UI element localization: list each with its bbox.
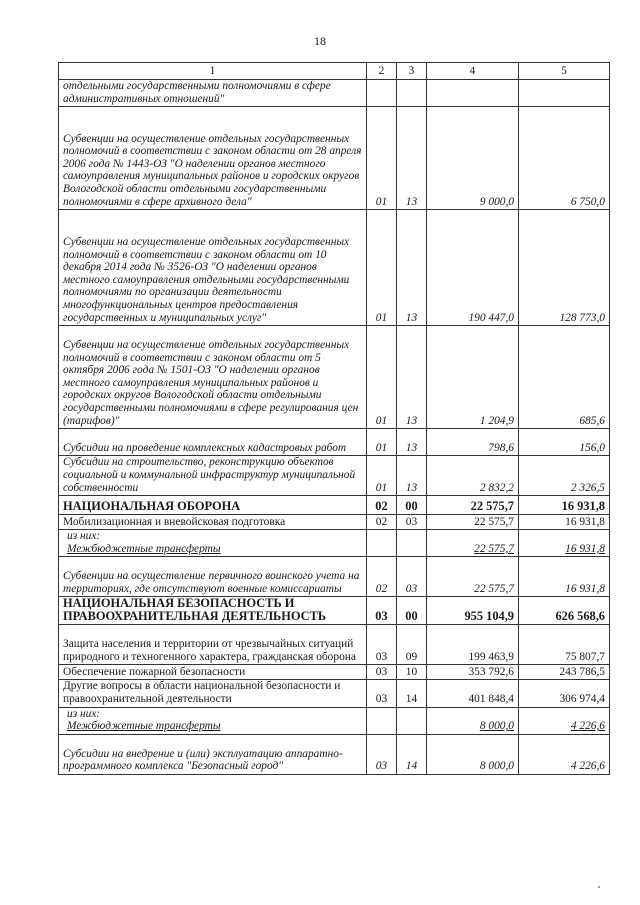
row-value-col5: 16 931,8 — [519, 557, 610, 597]
row-section-code: 02 — [367, 557, 397, 597]
row-value-col5: 128 773,0 — [519, 210, 610, 326]
row-subsection-code: 09 — [397, 625, 427, 665]
row-value-col4: 199 463,9 — [427, 625, 519, 665]
header-col-1: 1 — [59, 63, 367, 80]
row-value-col4: 9 000,0 — [427, 107, 519, 210]
row-value-col4: 22 575,7 — [427, 530, 519, 557]
row-name: отдельными государственными полномочиями в сфере административных отношений" — [59, 80, 367, 107]
row-section-code: 02 — [367, 496, 397, 515]
row-value-col4: 190 447,0 — [427, 210, 519, 326]
row-name: Субвенции на осуществление отдельных государственных полномочий в соответствии с законом области от 10 декабря 2014 года № 3526-ОЗ "О наделении органов местного самоуправления отдельными государственными полномочиями по организации деятельности многофункциональных центров предоставления государственных и муниципальных услуг" — [59, 210, 367, 326]
row-subsection-code: 14 — [397, 734, 427, 774]
row-subsection-code — [397, 707, 427, 734]
table-row — [59, 496, 610, 515]
row-section-code: 01 — [367, 107, 397, 210]
table-row — [59, 665, 610, 680]
table-row — [59, 107, 610, 210]
row-section-code: 03 — [367, 597, 397, 625]
header-col-3: 3 — [397, 63, 427, 80]
row-name: Защита населения и территории от чрезвычайных ситуаций природного и техногенного характера, гражданская оборона — [59, 625, 367, 665]
row-value-col5: 626 568,6 — [519, 597, 610, 625]
row-value-col4: 22 575,7 — [427, 515, 519, 530]
row-value-col4: 2 832,2 — [427, 456, 519, 496]
row-name: Мобилизационная и вневойсковая подготовка — [59, 515, 367, 530]
row-value-col4: 401 848,4 — [427, 680, 519, 707]
scan-speck — [598, 886, 600, 888]
row-value-col5: 4 226,6 — [519, 734, 610, 774]
row-name: из них: Межбюджетные трансферты — [59, 530, 367, 557]
row-subsection-code — [397, 80, 427, 107]
row-section-code — [367, 80, 397, 107]
row-name: НАЦИОНАЛЬНАЯ ОБОРОНА — [59, 496, 367, 515]
row-value-col4: 1 204,9 — [427, 326, 519, 429]
row-subsection-code: 00 — [397, 496, 427, 515]
row-value-col5: 4 226,6 — [519, 707, 610, 734]
row-section-code: 01 — [367, 326, 397, 429]
table-row — [59, 80, 610, 107]
row-value-col4: 798,6 — [427, 429, 519, 456]
row-section-code — [367, 530, 397, 557]
row-name: Субсидии на внедрение и (или) эксплуатацию аппаратно-программного комплекса "Безопасный город" — [59, 734, 367, 774]
header-col-4: 4 — [427, 63, 519, 80]
row-section-code: 01 — [367, 429, 397, 456]
row-section-code: 01 — [367, 210, 397, 326]
row-subsection-code: 00 — [397, 597, 427, 625]
table-row — [59, 456, 610, 496]
table-row — [59, 326, 610, 429]
row-value-col4 — [427, 80, 519, 107]
row-subsection-code: 13 — [397, 429, 427, 456]
table-row — [59, 530, 610, 557]
row-name: Обеспечение пожарной безопасности — [59, 665, 367, 680]
row-value-col5: 243 786,5 — [519, 665, 610, 680]
row-value-col5: 156,0 — [519, 429, 610, 456]
row-value-col5: 75 807,7 — [519, 625, 610, 665]
row-value-col5: 685,6 — [519, 326, 610, 429]
row-section-code: 03 — [367, 625, 397, 665]
row-subsection-code: 13 — [397, 326, 427, 429]
table-row — [59, 557, 610, 597]
row-name: Субвенции на осуществление отдельных государственных полномочий в соответствии с законом области от 28 апреля 2006 года № 1443-ОЗ "О наделении органов местного самоуправления муниципальных районов и городских округов Вологодской области отдельными государственными полномочиями в сфере архивного дела" — [59, 107, 367, 210]
row-value-col5: 2 326,5 — [519, 456, 610, 496]
row-value-col4: 22 575,7 — [427, 557, 519, 597]
table-row — [59, 210, 610, 326]
row-name: Субвенции на осуществление первичного воинского учета на территориях, где отсутствуют военные комиссариаты — [59, 557, 367, 597]
row-name: Другие вопросы в области национальной безопасности и правоохранительной деятельности — [59, 680, 367, 707]
row-section-code: 03 — [367, 734, 397, 774]
row-section-code — [367, 707, 397, 734]
table-row — [59, 515, 610, 530]
table-row — [59, 734, 610, 774]
row-subsection-code — [397, 530, 427, 557]
row-name: НАЦИОНАЛЬНАЯ БЕЗОПАСНОСТЬ И ПРАВООХРАНИТЕЛЬНАЯ ДЕЯТЕЛЬНОСТЬ — [59, 597, 367, 625]
row-subsection-code: 14 — [397, 680, 427, 707]
row-subsection-code: 13 — [397, 210, 427, 326]
row-value-col5: 6 750,0 — [519, 107, 610, 210]
row-name: Субвенции на осуществление отдельных государственных полномочий в соответствии с законом области от 5 октября 2006 года № 1501-ОЗ "О наделении органов местного самоуправления муниципальных районов и городских округов Вологодской области отдельными государственными полномочиями в сфере регулирования цен (тарифов)" — [59, 326, 367, 429]
row-value-col5: 306 974,4 — [519, 680, 610, 707]
table-row — [59, 707, 610, 734]
row-name: Субсидии на строительство, реконструкцию объектов социальной и коммунальной инфраструктур муниципальной собственности — [59, 456, 367, 496]
row-subsection-code: 10 — [397, 665, 427, 680]
budget-table — [58, 62, 610, 775]
row-section-code: 01 — [367, 456, 397, 496]
table-header-row — [59, 63, 610, 80]
row-section-code: 03 — [367, 665, 397, 680]
row-subsection-code: 03 — [397, 557, 427, 597]
row-value-col4: 955 104,9 — [427, 597, 519, 625]
row-name: из них: Межбюджетные трансферты — [59, 707, 367, 734]
table-row — [59, 625, 610, 665]
header-col-2: 2 — [367, 63, 397, 80]
table-row — [59, 597, 610, 625]
row-value-col5: 16 931,8 — [519, 530, 610, 557]
row-section-code: 03 — [367, 680, 397, 707]
row-section-code: 02 — [367, 515, 397, 530]
table-row — [59, 680, 610, 707]
row-value-col4: 22 575,7 — [427, 496, 519, 515]
row-value-col5 — [519, 80, 610, 107]
page-number: 18 — [314, 34, 326, 48]
row-value-col5: 16 931,8 — [519, 496, 610, 515]
row-value-col5: 16 931,8 — [519, 515, 610, 530]
row-subsection-code: 03 — [397, 515, 427, 530]
row-value-col4: 353 792,6 — [427, 665, 519, 680]
row-name: Субсидии на проведение комплексных кадастровых работ — [59, 429, 367, 456]
row-subsection-code: 13 — [397, 107, 427, 210]
row-value-col4: 8 000,0 — [427, 707, 519, 734]
header-col-5: 5 — [519, 63, 610, 80]
table-row — [59, 429, 610, 456]
row-subsection-code: 13 — [397, 456, 427, 496]
row-value-col4: 8 000,0 — [427, 734, 519, 774]
